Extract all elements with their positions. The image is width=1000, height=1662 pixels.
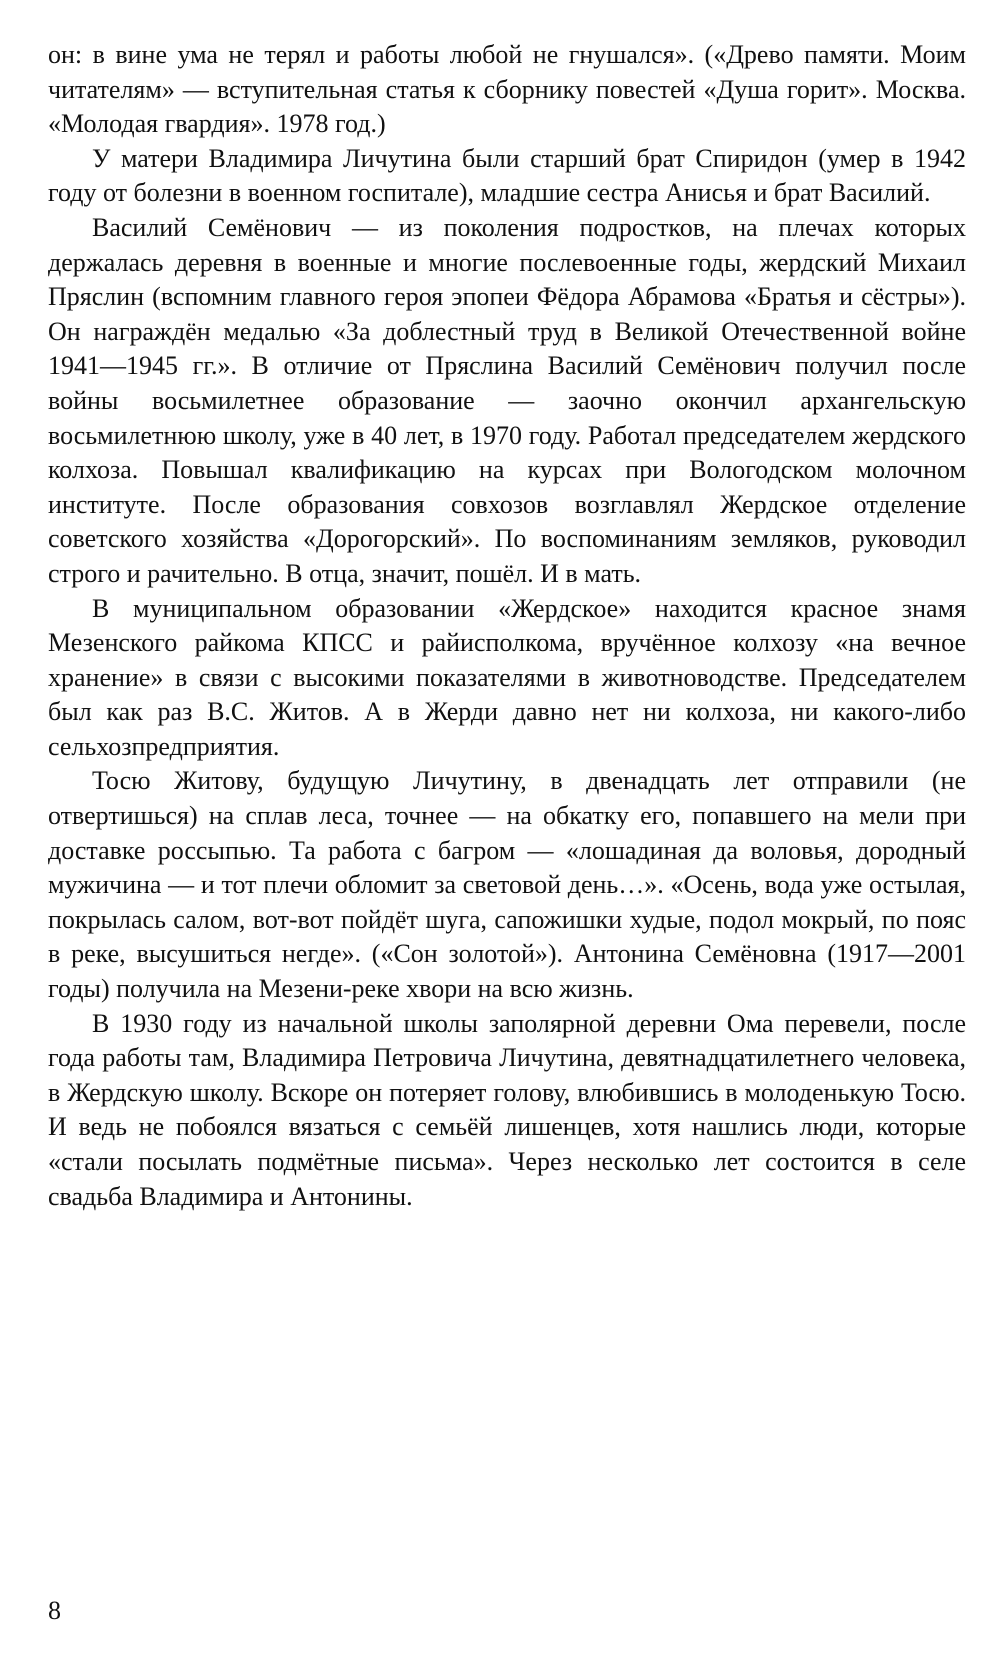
page-body — [48, 38, 966, 1214]
paragraph-3: Василий Семёнович — из поколения подростков, на плечах которых держалась деревня в военные и многие послевоенные годы, жердский Михаил Пряслин (вспомним главного героя эпопеи Фёдора Абрамова «Братья и сёстры»). Он награждён медалью «За доблестный труд в Великой Отечественной войне 1941—1945 гг.». В отличие от Пряслина Василий Семёнович получил после войны восьмилетнее образование — заочно окончил архангельскую восьмилетнюю школу, уже в 40 лет, в 1970 году. Работал председателем жердского колхоза. Повышал квалификацию на курсах при Вологодском молочном институте. После образования совхозов возглавлял Жердское отделение советского хозяйства «Дорогорский». По воспоминаниям земляков, руководил строго и рачительно. В отца, значит, пошёл. И в мать. — [48, 212, 966, 588]
paragraph-6: В 1930 году из начальной школы заполярной деревни Ома перевели, после года работы там, Владимира Петровича Личутина, девятнадцатилетнего человека, в Жердскую школу. Вскоре он потеряет голову, влюбившись в молоденькую Тосю. И ведь не побоялся вязаться с семьёй лишенцев, хотя нашлись люди, которые «стали посылать подмётные письма». Через несколько лет состоится в селе свадьба Владимира и Антонины. — [48, 1008, 966, 1211]
paragraph-1: он: в вине ума не терял и работы любой не гнушался». («Древо памяти. Моим читателям» — вступительная статья к сборнику повестей «Душа горит». Москва. «Молодая гвардия». 1978 год.) — [48, 40, 966, 139]
page-number: 8 — [48, 1596, 61, 1625]
paragraph-4: В муниципальном образовании «Жердское» находится красное знамя Мезенского райкома КПСС и райисполкома, вручённое колхозу «на вечное хранение» в связи с высокими показателями в животноводстве. Председателем был как раз В.С. Житов. А в Жерди давно нет ни колхоза, ни какого-либо сельхозпредприятия. — [48, 593, 966, 761]
paragraph-2: У матери Владимира Личутина были старший брат Спиридон (умер в 1942 году от болезни в военном госпитале), младшие сестра Анисья и брат Василий. — [48, 143, 966, 208]
paragraph-5: Тосю Житову, будущую Личутину, в двенадцать лет отправили (не отвертишься) на сплав леса, точнее — на обкатку его, попавшего на мели при доставке россыпью. Та работа с багром — «лошадиная да воловья, дородный мужичина — и тот плечи обломит за световой день…». «Осень, вода уже остылая, покрылась салом, вот-вот пойдёт шуга, сапожишки худые, подол мокрый, по пояс в реке, высушиться негде». («Сон золотой»). Антонина Семёновна (1917—2001 годы) получила на Мезени-реке хвори на всю жизнь. — [48, 766, 966, 1004]
